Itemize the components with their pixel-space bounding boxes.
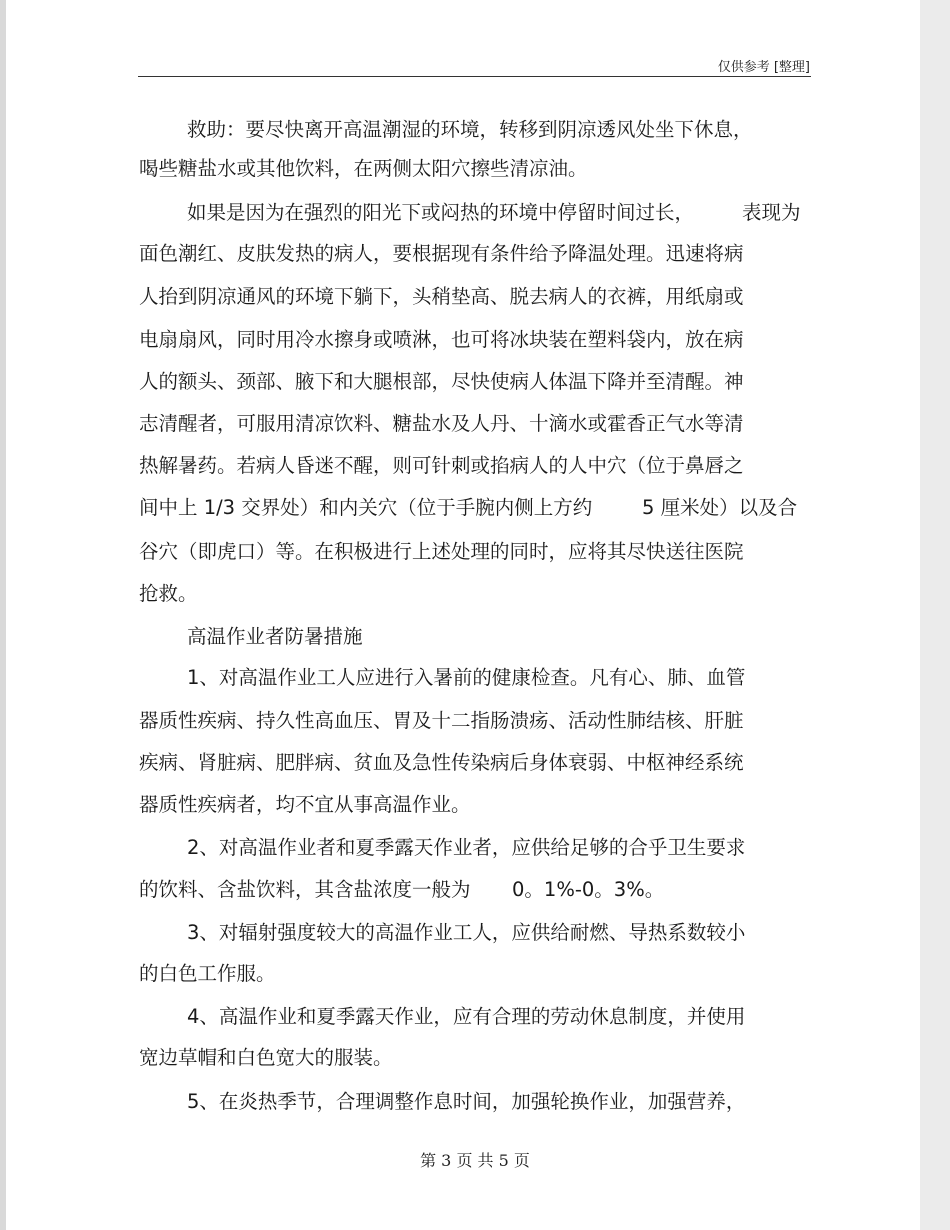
page-edge-right <box>920 0 950 1230</box>
body-line: 人抬到阴凉通风的环境下躺下，头稍垫高、脱去病人的衣裤，用纸扇或 <box>139 285 744 308</box>
page-edge-left <box>0 0 6 1230</box>
body-line: 如果是因为在强烈的阳光下或闷热的环境中停留时间过长， <box>187 201 695 224</box>
body-line: 宽边草帽和白色宽大的服装。 <box>139 1046 393 1069</box>
body-line: 器质性疾病、持久性高血压、胃及十二指肠溃疡、活动性肺结核、肝脏 <box>139 709 744 732</box>
body-line: 人的额头、颈部、腋下和大腿根部，尽快使病人体温下降并至清醒。神 <box>139 370 744 393</box>
body-line: 热解暑药。若病人昏迷不醒，则可针刺或掐病人的人中穴（位于鼻唇之 <box>139 454 744 477</box>
body-line: 谷穴（即虎口）等。在积极进行上述处理的同时，应将其尽快送往医院 <box>139 540 744 563</box>
section-heading: 高温作业者防暑措施 <box>187 625 363 648</box>
body-line: 疾病、肾脏病、肥胖病、贫血及急性传染病后身体衰弱、中枢神经系统 <box>139 751 744 774</box>
body-line: 抢救。 <box>139 582 198 605</box>
body-line: 5 厘米处）以及合 <box>642 496 798 519</box>
header-rule <box>138 76 811 77</box>
body-line: 电扇扇风，同时用冷水擦身或喷淋，也可将冰块装在塑料袋内，放在病 <box>139 328 744 351</box>
body-line: 的白色工作服。 <box>139 962 276 985</box>
page-number-footer: 第 3 页 共 5 页 <box>420 1151 530 1170</box>
body-line: 喝些糖盐水或其他饮料，在两侧太阳穴擦些清凉油。 <box>139 157 588 180</box>
body-line: 表现为 <box>742 201 801 224</box>
body-line: 2、对高温作业者和夏季露天作业者，应供给足够的合乎卫生要求 <box>187 836 746 859</box>
header-label: 仅供参考 [整理] <box>717 60 810 75</box>
body-line: 3、对辐射强度较大的高温作业工人，应供给耐燃、导热系数较小 <box>187 921 746 944</box>
body-line: 5、在炎热季节，合理调整作息时间，加强轮换作业，加强营养， <box>187 1090 746 1113</box>
body-line: 面色潮红、皮肤发热的病人，要根据现有条件给予降温处理。迅速将病 <box>139 242 744 265</box>
body-line: 志清醒者，可服用清凉饮料、糖盐水及人丹、十滴水或霍香正气水等清 <box>139 412 744 435</box>
body-line: 0。1%-0。3%。 <box>512 878 665 901</box>
body-line: 的饮料、含盐饮料，其含盐浓度一般为 <box>139 878 471 901</box>
body-line: 1、对高温作业工人应进行入暑前的健康检查。凡有心、肺、血管 <box>187 666 746 689</box>
body-line: 4、高温作业和夏季露天作业，应有合理的劳动休息制度，并使用 <box>187 1005 746 1028</box>
body-line: 器质性疾病者，均不宜从事高温作业。 <box>139 793 471 816</box>
body-line: 间中上 1/3 交界处）和内关穴（位于手腕内侧上方约 <box>139 496 593 519</box>
body-line: 救助：要尽快离开高温潮湿的环境，转移到阴凉透风处坐下休息， <box>187 118 753 141</box>
